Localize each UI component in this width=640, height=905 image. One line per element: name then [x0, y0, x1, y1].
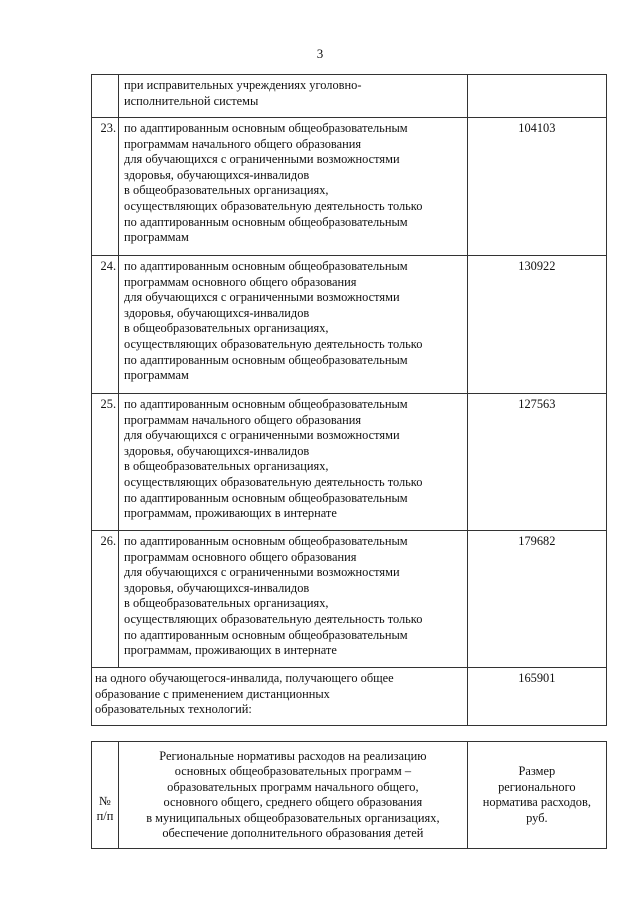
row-value: 179682 — [467, 531, 606, 668]
row-description: по адаптированным основным общеобразовательным программам основного общего образования для обучающихся с ограниченными возможностями здоровья, обучающихся-инвалидов в общеобразовательных организациях, осуществляющих образовательную деятельность только по адаптированным основным общеобразовательным программам — [119, 256, 468, 394]
table-row — [92, 118, 607, 256]
summary-value: 165901 — [467, 668, 606, 726]
table-row — [92, 256, 607, 394]
row-value: 104103 — [467, 118, 606, 256]
row-value: 127563 — [467, 394, 606, 531]
column-header-value: Размер регионального норматива расходов, руб. — [467, 742, 606, 849]
row-description: по адаптированным основным общеобразовательным программам основного общего образования для обучающихся с ограниченными возможностями здоровья, обучающихся-инвалидов в общеобразовательных организациях, осуществляющих образовательную деятельность только по адаптированным основным общеобразовательным программам, проживающих в интернате — [119, 531, 468, 668]
table-row — [92, 75, 607, 118]
row-number — [92, 75, 119, 118]
header-row — [92, 742, 607, 849]
regional-norms-header-table — [91, 741, 607, 849]
page-number: 3 — [316, 46, 324, 61]
summary-row — [92, 668, 607, 726]
row-value: 130922 — [467, 256, 606, 394]
table-row — [92, 394, 607, 531]
expense-norms-table — [91, 74, 607, 726]
row-description: при исправительных учреждениях уголовно- исполнительной системы — [119, 75, 468, 118]
summary-description: на одного обучающегося-инвалида, получающего общее образование с применением дистанционных образовательных технологий: — [92, 668, 468, 726]
column-header-number: № п/п — [92, 742, 119, 849]
column-header-description: Региональные нормативы расходов на реализацию основных общеобразовательных программ – образовательных программ начального общего, основного общего, среднего общего образования в муниципальных общеобразовательных организациях, обеспечение дополнительного образования детей — [119, 742, 468, 849]
table-row — [92, 531, 607, 668]
row-description: по адаптированным основным общеобразовательным программам начального общего образования для обучающихся с ограниченными возможностями здоровья, обучающихся-инвалидов в общеобразовательных организациях, осуществляющих образовательную деятельность только по адаптированным основным общеобразовательным программам — [119, 118, 468, 256]
row-number: 23. — [92, 118, 119, 256]
row-number: 24. — [92, 256, 119, 394]
row-value — [467, 75, 606, 118]
row-number: 25. — [92, 394, 119, 531]
row-number: 26. — [92, 531, 119, 668]
row-description: по адаптированным основным общеобразовательным программам начального общего образования для обучающихся с ограниченными возможностями здоровья, обучающихся-инвалидов в общеобразовательных организациях, осуществляющих образовательную деятельность только по адаптированным основным общеобразовательным программам, проживающих в интернате — [119, 394, 468, 531]
